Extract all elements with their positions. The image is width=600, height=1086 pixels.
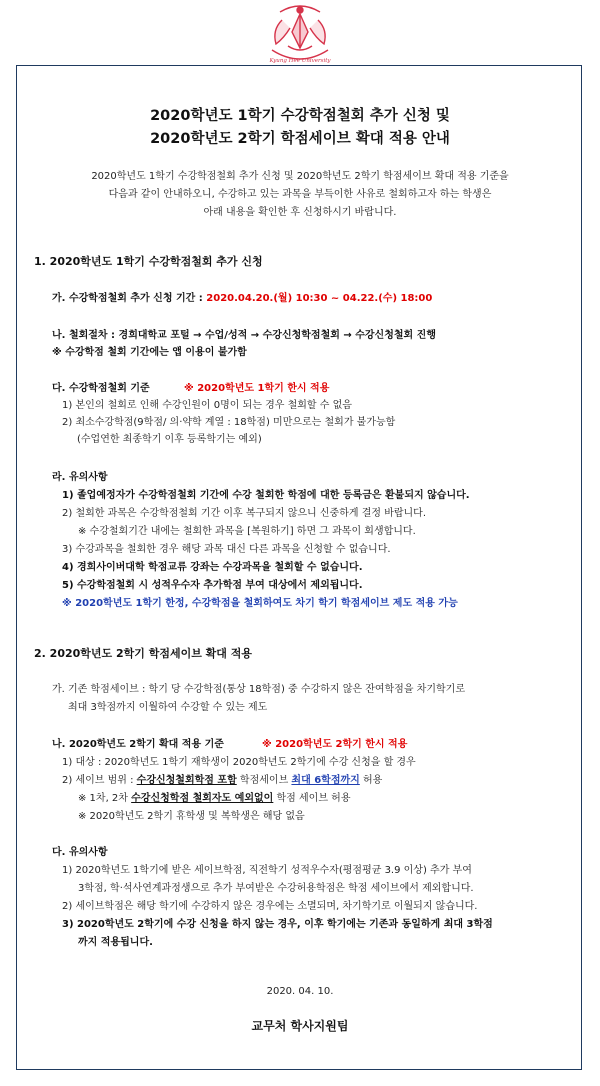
section2-da-label: 다. 유의사항 [52, 847, 108, 858]
university-seal-icon [258, 2, 342, 66]
footer-date: 2020. 04. 10. [266, 986, 334, 997]
section1-ra-item: 5) 수강학점철회 시 성적우수자 추가학점 부여 대상에서 제외됩니다. [62, 580, 363, 591]
section2-na-note1-post: 학점 세이브 허용 [273, 793, 351, 804]
section2-na-note1-pre: ※ 1차, 2차 [78, 793, 132, 804]
section2-da-item: 2) 세이브학점은 해당 학기에 수강하지 않은 경우에는 소멸되며, 차기학기로 이월되지 않습니다. [62, 901, 478, 912]
section2-na-item2-mid: 학점세이브 [236, 775, 292, 786]
section2-na-label: 나. 2020학년도 2학기 확대 적용 기준 [52, 739, 224, 750]
intro-line: 다음과 같이 안내하오니, 수강하고 있는 과목을 부득이한 사유로 철회하고자 하는 학생은 [108, 189, 492, 200]
footer-org: 교무처 학사지원팀 [251, 1019, 349, 1033]
page-title-line2: 2020학년도 2학기 학점세이브 확대 적용 안내 [150, 131, 450, 147]
section1-ra-item: 2) 철회한 과목은 수강학점철회 기간 이후 복구되지 않으니 신중하게 결정 바랍니다. [62, 508, 427, 519]
section1-ga [52, 292, 432, 306]
section2-da-item: 까지 적용됩니다. [78, 937, 153, 948]
section2-ga-line: 최대 3학점까지 이월하여 수강할 수 있는 제도 [68, 702, 268, 713]
section2-na-item2-pre: 2) 세이브 범위 : [62, 775, 137, 786]
section2-ga-line: 가. 기존 학점세이브 : 학기 당 수강학점(통상 18학점) 중 수강하지 않은 잔여학점을 차기학기로 [52, 684, 465, 695]
section1-da-item: (수업연한 최종학기 이후 등록학기는 예외) [77, 434, 262, 445]
page-title-line1: 2020학년도 1학기 수강학점철회 추가 신청 및 [150, 108, 450, 124]
section2-da-item: 3학점, 학·석사연계과정생으로 추가 부여받은 수강허용학점은 학점 세이브에서 제외합니다. [78, 883, 474, 894]
section2-na-note1-emph: 수강신청학점 철회자도 예외없이 [131, 793, 274, 804]
section2-na-item: 1) 대상 : 2020학년도 1학기 재학생이 2020학년도 2학기에 수강 신청을 할 경우 [62, 757, 416, 768]
section2-na-item2-emph1: 수강신청철회학점 포함 [136, 775, 237, 786]
section1-ra-item: 4) 경희사이버대학 학점교류 강좌는 수강과목을 철회할 수 없습니다. [62, 562, 363, 573]
section1-ra-item: 1) 졸업예정자가 수강학점철회 기간에 수강 철회한 학점에 대한 등록금은 환불되지 않습니다. [62, 490, 470, 501]
section1-ra-item: 3) 수강과목을 철회한 경우 해당 과목 대신 다른 과목을 신청할 수 없습니다. [62, 544, 391, 555]
section1-ra-note: ※ 2020학년도 1학기 한정, 수강학점을 철회하여도 차기 학기 학점세이브 제도 적용 가능 [62, 598, 458, 609]
section2-na-item2-post: 허용 [359, 775, 383, 786]
section1-da-item: 2) 최소수강학점(9학점/ 의·약학 계열 : 18학점) 미만으로는 철회가 불가능함 [62, 417, 396, 428]
section2-na-item2-emph2: 최대 6학점까지 [291, 775, 360, 786]
section1-ra-label: 라. 유의사항 [52, 472, 108, 483]
section1-da-badge: ※ 2020학년도 1학기 한시 적용 [184, 383, 330, 394]
section1-heading: 1. 2020학년도 1학기 수강학점철회 추가 신청 [34, 255, 263, 268]
section1-da-label: 다. 수강학점철회 기준 [52, 383, 150, 394]
section2-da-item: 3) 2020학년도 2학기에 수강 신청을 하지 않는 경우, 이후 학기에는 기존과 동일하게 최대 3학점 [62, 919, 493, 930]
section2-na-note: ※ 2020학년도 2학기 휴학생 및 복학생은 해당 없음 [78, 811, 305, 822]
seal-text: Kyung Hee University [269, 58, 331, 64]
section2-da-item: 1) 2020학년도 1학기에 받은 세이브학점, 직전학기 성적우수자(평점평균 3.9 이상) 추가 부여 [62, 865, 472, 876]
section1-da-item: 1) 본인의 철회로 인해 수강인원이 0명이 되는 경우 철회할 수 없음 [62, 400, 352, 411]
intro-line: 아래 내용을 확인한 후 신청하시기 바랍니다. [203, 207, 397, 218]
section1-na: 나. 철회절차 : 경희대학교 포털 → 수업/성적 → 수강신청학점철회 → 수강신청철회 진행 [52, 330, 437, 341]
section1-ga-period: 2020.04.20.(월) 10:30 ~ 04.22.(수) 18:00 [206, 293, 433, 304]
intro-line: 2020학년도 1학기 수강학점철회 추가 신청 및 2020학년도 2학기 학점세이브 확대 적용 기준을 [91, 171, 509, 182]
section2-na-item [62, 774, 382, 788]
section2-na-badge: ※ 2020학년도 2학기 한시 적용 [262, 739, 408, 750]
section2-na-note [78, 792, 351, 806]
section1-na-note: ※ 수강학점 철회 기간에는 앱 이용이 불가함 [52, 347, 247, 358]
section2-heading: 2. 2020학년도 2학기 학점세이브 확대 적용 [34, 647, 253, 660]
section1-ga-label: 가. 수강학점철회 추가 신청 기간 : [52, 293, 207, 304]
section1-ra-item: ※ 수강철회기간 내에는 철회한 과목을 [복원하기] 하면 그 과목이 회생합니다. [78, 526, 416, 537]
